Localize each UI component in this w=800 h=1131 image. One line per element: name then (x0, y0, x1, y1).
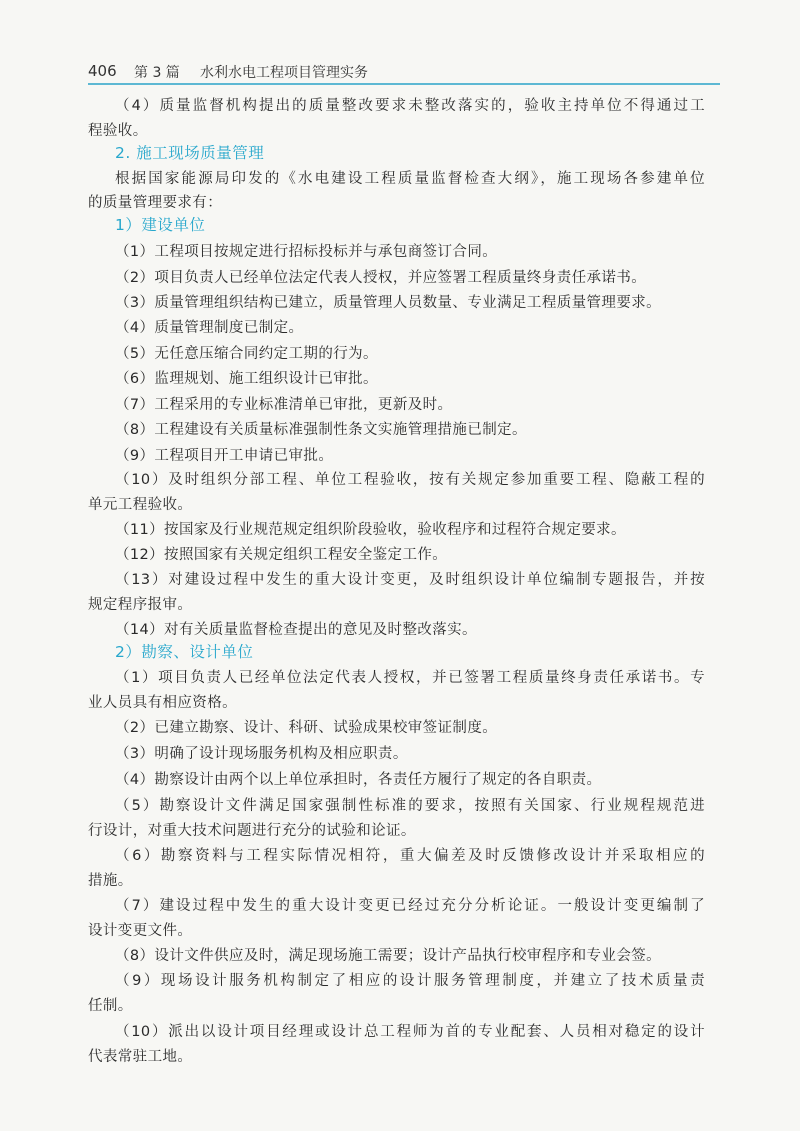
paragraph-line: （8）工程建设有关质量标准强制性条文实施管理措施已制定。 (115, 422, 527, 438)
section-heading: 2）勘察、设计单位 (115, 643, 254, 661)
paragraph-line: （5）勘察设计文件满足国家强制性标准的要求，按照有关国家、行业规程规范进 (115, 798, 705, 814)
paragraph-line: （5）无任意压缩合同约定工期的行为。 (115, 346, 378, 362)
paragraph-line: （7）建设过程中发生的重大设计变更已经过充分分析论证。一般设计变更编制了 (115, 898, 705, 914)
paragraph-line: （4）质量监督机构提出的质量整改要求未整改落实的，验收主持单位不得通过工 (115, 98, 705, 114)
paragraph-line: （9）工程项目开工申请已审批。 (115, 448, 334, 464)
paragraph-line: 根据国家能源局印发的《水电建设工程质量监督检查大纲》，施工现场各参建单位 (115, 171, 705, 187)
paragraph-line: （9）现场设计服务机构制定了相应的设计服务管理制度，并建立了技术质量责 (115, 973, 705, 989)
paragraph-line: （10）及时组织分部工程、单位工程验收，按有关规定参加重要工程、隐蔽工程的 (115, 472, 705, 488)
paragraph-line: （4）勘察设计由两个以上单位承担时，各责任方履行了规定的各自职责。 (115, 772, 602, 788)
paragraph-line: （1）项目负责人已经单位法定代表人授权，并已签署工程质量终身责任承诺书。专 (115, 670, 705, 686)
paragraph-line: （4）质量管理制度已制定。 (115, 320, 304, 336)
paragraph-line: （14）对有关质量监督检查提出的意见及时整改落实。 (115, 622, 477, 638)
paragraph-line: 任制。 (88, 998, 133, 1014)
paragraph-line: 程验收。 (88, 123, 148, 139)
paragraph-line: （8）设计文件供应及时，满足现场施工需要；设计产品执行校审程序和专业会签。 (115, 948, 662, 964)
paragraph-line: （3）质量管理组织结构已建立，质量管理人员数量、专业满足工程质量管理要求。 (115, 295, 662, 311)
paragraph-line: （6）监理规划、施工组织设计已审批。 (115, 371, 378, 387)
paragraph-line: 的质量管理要求有： (88, 195, 223, 211)
paragraph-line: （1）工程项目按规定进行招标投标并与承包商签订合同。 (115, 244, 498, 260)
paragraph-line: 业人员具有相应资格。 (88, 695, 237, 711)
paragraph-line: 代表常驻工地。 (88, 1049, 193, 1065)
paragraph-line: （2）项目负责人已经单位法定代表人授权，并应签署工程质量终身责任承诺书。 (115, 270, 647, 286)
paragraph-line: 规定程序报审。 (88, 597, 193, 613)
running-header (88, 58, 708, 84)
paragraph-line: 设计变更文件。 (88, 923, 193, 939)
paragraph-line: （11）按国家及行业规范规定组织阶段验收，验收程序和过程符合规定要求。 (115, 522, 626, 538)
paragraph-line: （10）派出以设计项目经理或设计总工程师为首的专业配套、人员相对稳定的设计 (115, 1024, 705, 1040)
paragraph-line: （3）明确了设计现场服务机构及相应职责。 (115, 746, 408, 762)
paragraph-line: 行设计，对重大技术问题进行充分的试验和论证。 (88, 823, 416, 839)
page-number: 406 (88, 62, 117, 80)
paragraph-line: （7）工程采用的专业标准清单已审批，更新及时。 (115, 397, 453, 413)
paragraph-line: 单元工程验收。 (88, 497, 193, 513)
paragraph-line: （13）对建设过程中发生的重大设计变更，及时组织设计单位编制专题报告，并按 (115, 572, 705, 588)
paragraph-line: （6）勘察资料与工程实际情况相符，重大偏差及时反馈修改设计并采取相应的 (115, 848, 705, 864)
header-rule (88, 83, 720, 85)
paragraph-line: 措施。 (88, 873, 133, 889)
section-heading: 1）建设单位 (115, 216, 206, 234)
paragraph-line: （12）按照国家有关规定组织工程安全鉴定工作。 (115, 547, 448, 563)
paragraph-line: （2）已建立勘察、设计、科研、试验成果校审签证制度。 (115, 720, 498, 736)
book-title: 水利水电工程项目管理实务 (200, 65, 368, 81)
section-heading: 2. 施工现场质量管理 (115, 144, 265, 162)
part-label: 第 3 篇 (134, 65, 180, 81)
